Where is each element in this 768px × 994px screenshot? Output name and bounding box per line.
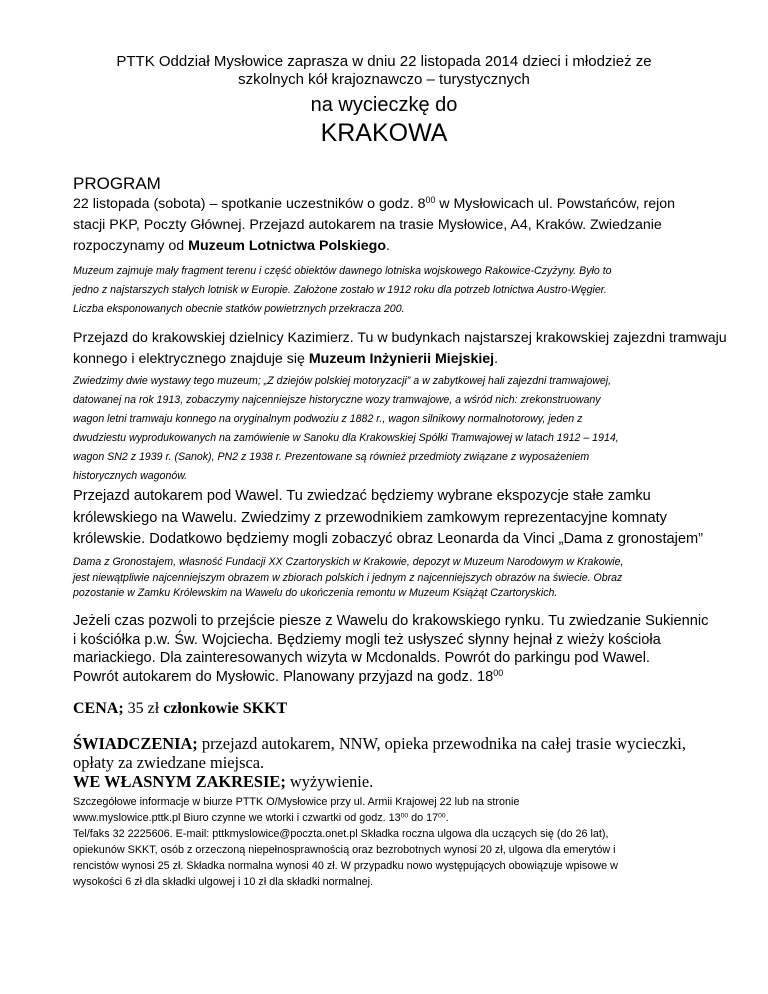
price-note: członkowie SKKT — [163, 700, 288, 717]
note-line: wagon letni tramwaju konnego na oryginalnym podwoziu z 1882 r., wagon silnikowy normalnotorowy, jeden z — [73, 413, 583, 425]
paragraph-line — [73, 194, 693, 215]
price-label: CENA; — [73, 700, 124, 717]
note-line: dwudziestu wyprodukowanych na zamówienie w Sanoku dla Krakowskiej Spółki Tramwajowej w latach 1912 – 1914, — [73, 432, 619, 444]
own-expense-line — [73, 772, 693, 791]
text: . — [445, 812, 449, 824]
services-line — [73, 734, 693, 753]
paragraph-line: i kościółka p.w. Św. Wojciecha. Będziemy mogli też usłyszeć słynny hejnał z wieży kościoła — [73, 631, 661, 648]
note-line: historycznych wagonów. — [73, 470, 188, 482]
info-line: wysokości 6 zł dla składki ulgowej i 10 zł dla składki normalnej. — [73, 876, 374, 888]
program-paragraph-1 — [73, 194, 693, 257]
subtitle: na wycieczkę do — [310, 94, 458, 116]
services-line: opłaty za zwiedzane miejsca. — [73, 753, 265, 772]
info-line: Szczegółowe informacje w biurze PTTK O/Mysłowice przy ul. Armii Krajowej 22 lub na stronie — [73, 796, 520, 808]
note-line: jedno z najstarszych stałych lotnisk w Europie. Założone zostało w 1912 roku dla potrzeb lotnictwa Austro-Węgier. — [73, 284, 607, 296]
text: . — [386, 238, 390, 254]
paragraph-line: mariackiego. Dla zainteresowanych wizyta w Mcdonalds. Powrót do parkingu pod Wawel. — [73, 650, 650, 666]
contact-info — [73, 794, 693, 890]
museum-name: Muzeum Lotnictwa Polskiego — [188, 238, 386, 254]
price-text — [73, 699, 693, 719]
info-line — [73, 810, 693, 826]
text: www.myslowice.pttk.pl Biuro czynne we wtorki i czwartki od godz. 13 — [73, 812, 401, 824]
note-line: jest niewątpliwie najcenniejszym obrazem w zbiorach polskich i jednym z najcenniejszych obrazów na świecie. Obraz — [73, 571, 623, 584]
paragraph-line — [73, 668, 693, 687]
program-heading: PROGRAM — [73, 174, 161, 193]
program-paragraph-3 — [73, 486, 703, 551]
info-line: opiekunów SKKT, osób z orzeczoną niepełnosprawnością oraz bezrobotnych wynosi 20 zł, ulgowa dla emerytów i — [73, 844, 616, 856]
note-line: pozostanie w Zamku Królewskim na Wawelu do ukończenia remontu w Muzeum Książąt Czartoryskich. — [73, 587, 558, 599]
note-line: Dama z Gronostajem, własność Fundacji XX Czartoryskich w Krakowie, depozyt w Muzeum Narodowym w Krakowie, — [73, 556, 624, 568]
price-value: 35 zł — [123, 700, 164, 717]
paragraph-line — [73, 349, 693, 370]
services-section — [73, 734, 693, 791]
note-line: Zwiedzimy dwie wystawy tego muzeum; „Z dziejów polskiej motoryzacji” a w zabytkowej hali zajezdni tramwajowej, — [73, 375, 612, 387]
paragraph-line: stacji PKP, Poczty Głównej. Przejazd autokarem na trasie Mysłowice, A4, Kraków. Zwiedzanie — [73, 217, 662, 233]
museum-note-2 — [73, 372, 693, 486]
text: Powrót autokarem do Mysłowic. Planowany przyjazd na godz. 18 — [73, 668, 494, 685]
price-line — [73, 699, 693, 719]
program-paragraph-4 — [73, 612, 709, 686]
time-superscript: 00 — [425, 195, 436, 206]
paragraph-line — [73, 236, 693, 257]
museum-name: Muzeum Inżynierii Miejskiej — [308, 351, 495, 367]
services-label: ŚWIADCZENIA; — [73, 734, 198, 753]
painting-note — [73, 555, 693, 602]
note-line: Muzeum zajmuje mały fragment terenu i część obiektów dawnego lotniska wojskowego Rakowice-Czyżyny. Było to — [73, 265, 612, 277]
paragraph-line: Jeżeli czas pozwoli to przejście piesze z Wawelu do krakowskiego rynku. Tu zwiedzanie Sukiennic — [73, 613, 709, 629]
own-expense-text: wyżywienie. — [285, 772, 374, 791]
paragraph-line: królewskiego na Wawelu. Zwiedzimy z przewodnikiem zamkowym reprezentacyjne komnaty — [73, 509, 667, 526]
text: 22 listopada (sobota) – spotkanie uczestników o godz. 8 — [73, 196, 426, 212]
paragraph-line: Przejazd autokarem pod Wawel. Tu zwiedzać będziemy wybrane ekspozycje stałe zamku — [73, 488, 651, 504]
info-line: Tel/faks 32 2225606. E-mail: pttkmyslowice@poczta.onet.pl Składka roczna ulgowa dla uczących się (do 26 lat), — [73, 828, 609, 840]
text: rozpoczynamy od — [73, 238, 189, 254]
text: konnego i elektrycznego znajduje się — [73, 351, 309, 367]
paragraph-line: królewskie. Dodatkowo będziemy mogli zobaczyć obraz Leonarda da Vinci „Dama z gronostajem” — [73, 531, 703, 547]
note-line: datowanej na rok 1913, zobaczymy najcenniejsze historyczne wozy tramwajowe, a wśród nich: zrekonstruowany — [73, 394, 601, 406]
text: w Mysłowicach ul. Powstańców, rejon — [435, 196, 676, 212]
page-title: KRAKOWA — [320, 119, 448, 147]
invitation-line-1: PTTK Oddział Mysłowice zaprasza w dniu 22 listopada 2014 dzieci i młodzież ze — [116, 53, 652, 70]
time-superscript: 00 — [493, 667, 504, 678]
own-expense-label: WE WŁASNYM ZAKRESIE; — [73, 772, 286, 791]
note-line: Liczba eksponowanych obecnie statków powietrznych przekracza 200. — [73, 303, 405, 315]
time-superscript: 00 — [438, 812, 446, 820]
info-line: rencistów wynosi 25 zł. Składka normalna wynosi 40 zł. W przypadku nowo występujących obowiązuje wpisowe w — [73, 860, 618, 872]
museum-note-1 — [73, 262, 693, 319]
time-superscript: 00 — [400, 812, 409, 820]
paragraph-line: Przejazd do krakowskiej dzielnicy Kazimierz. Tu w budynkach najstarszej krakowskiej zajezdni tramwaju — [73, 330, 727, 346]
invitation-line-2: szkolnych kół krajoznawczo – turystycznych — [238, 71, 530, 88]
text: . — [494, 351, 499, 367]
note-line: wagon SN2 z 1939 r. (Sanok), PN2 z 1938 r. Prezentowane są również przedmioty związane z wyposażeniem — [73, 451, 590, 463]
program-paragraph-2 — [73, 328, 727, 370]
services-text: przejazd autokarem, NNW, opieka przewodnika na całej trasie wycieczki, — [197, 734, 686, 753]
text: do 17 — [408, 812, 439, 824]
